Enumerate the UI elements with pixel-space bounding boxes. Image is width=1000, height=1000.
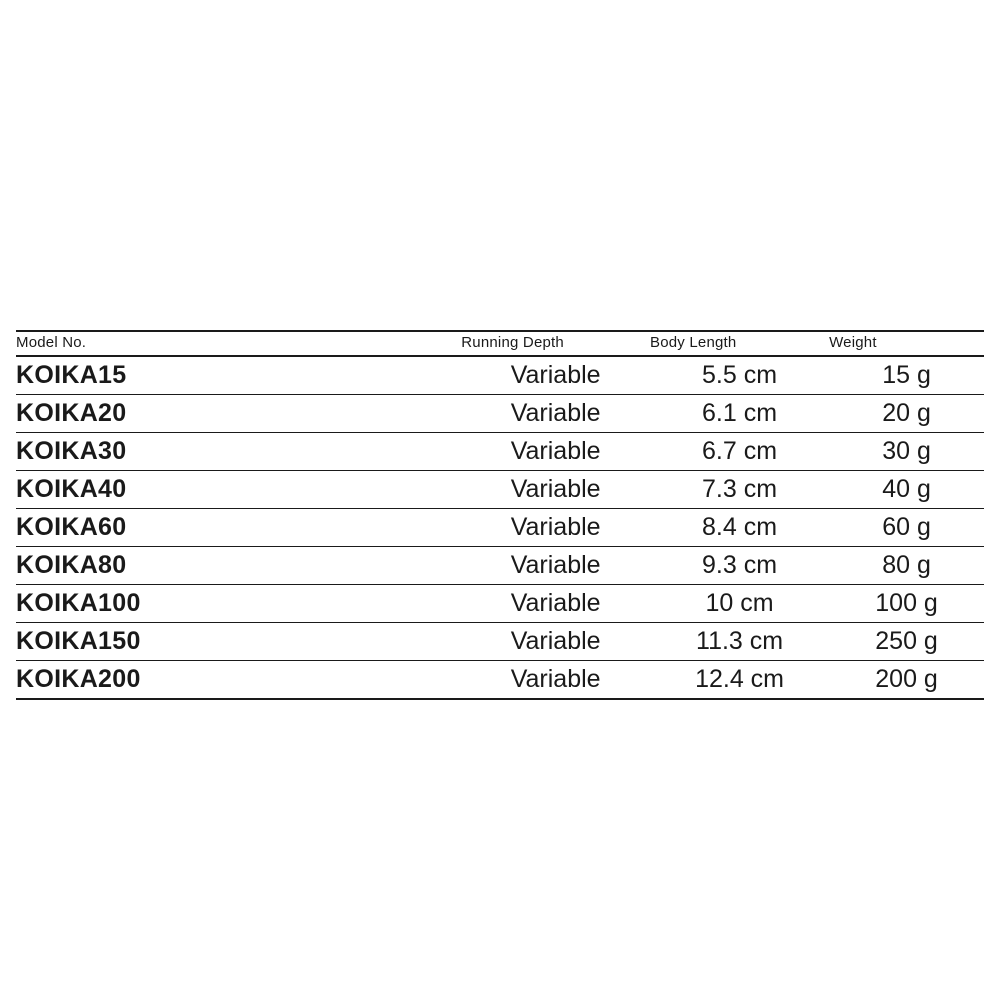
cell-weight: 15 g [882, 361, 931, 389]
table-row [16, 585, 984, 623]
table-row [16, 623, 984, 661]
table-row [16, 509, 984, 547]
cell-model: KOIKA100 [16, 589, 141, 617]
cell-weight: 40 g [882, 475, 931, 503]
cell-depth: Variable [510, 399, 601, 427]
cell-model: KOIKA150 [16, 627, 141, 655]
cell-length: 6.1 cm [702, 399, 778, 427]
cell-length: 6.7 cm [702, 437, 778, 465]
cell-length: 7.3 cm [702, 475, 778, 503]
cell-model: KOIKA60 [16, 513, 127, 541]
cell-depth: Variable [510, 361, 601, 389]
table-row [16, 395, 984, 433]
cell-model: KOIKA20 [16, 399, 127, 427]
table-header-row [16, 331, 984, 356]
cell-model: KOIKA40 [16, 475, 127, 503]
cell-length: 8.4 cm [702, 513, 778, 541]
cell-depth: Variable [510, 513, 601, 541]
column-header-model: Model No. [16, 334, 87, 351]
cell-weight: 80 g [882, 551, 931, 579]
cell-model: KOIKA80 [16, 551, 127, 579]
table-row [16, 547, 984, 585]
cell-depth: Variable [510, 437, 601, 465]
table-row [16, 471, 984, 509]
cell-length: 9.3 cm [702, 551, 778, 579]
cell-depth: Variable [510, 589, 601, 617]
cell-model: KOIKA15 [16, 361, 127, 389]
cell-weight: 200 g [875, 665, 938, 693]
cell-model: KOIKA200 [16, 665, 141, 693]
cell-weight: 30 g [882, 437, 931, 465]
cell-length: 5.5 cm [702, 361, 778, 389]
cell-depth: Variable [510, 665, 601, 693]
table-body [16, 356, 984, 699]
cell-length: 11.3 cm [696, 627, 784, 655]
cell-depth: Variable [510, 475, 601, 503]
table-row [16, 356, 984, 395]
table-row [16, 661, 984, 700]
specification-table [16, 330, 984, 700]
cell-weight: 60 g [882, 513, 931, 541]
column-header-body-length: Body Length [650, 334, 737, 351]
cell-length: 12.4 cm [695, 665, 785, 693]
cell-weight: 20 g [882, 399, 931, 427]
cell-depth: Variable [510, 551, 601, 579]
specification-table-container [16, 330, 984, 700]
cell-length: 10 cm [705, 589, 774, 617]
cell-model: KOIKA30 [16, 437, 127, 465]
cell-depth: Variable [510, 627, 601, 655]
cell-weight: 100 g [875, 589, 938, 617]
column-header-running-depth: Running Depth [461, 334, 564, 351]
column-header-weight: Weight [829, 334, 877, 351]
table-header [16, 331, 984, 356]
table-row [16, 433, 984, 471]
cell-weight: 250 g [875, 627, 938, 655]
